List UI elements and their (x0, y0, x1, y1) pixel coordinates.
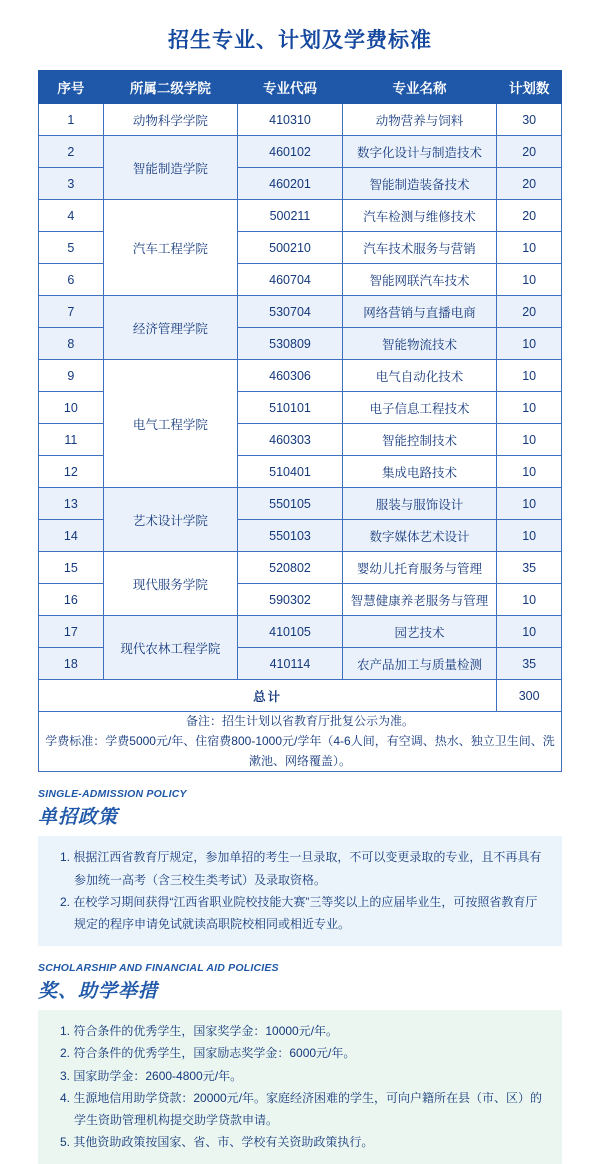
cell-code: 510401 (238, 456, 343, 488)
cell-major-name: 汽车技术服务与营销 (342, 232, 497, 264)
scholarship-item: 4. 生源地信用助学贷款：20000元/年。家庭经济困难的学生，可向户籍所在县（市、区）的学生资助管理机构提交助学贷款申请。 (60, 1090, 543, 1127)
table-notes-row (39, 712, 562, 772)
cell-no: 18 (39, 648, 104, 680)
section-single-admission-policy (38, 788, 562, 946)
table-body (39, 104, 562, 772)
cell-major-name: 数字媒体艺术设计 (342, 520, 497, 552)
cell-code: 460201 (238, 168, 343, 200)
cell-major-name: 婴幼儿托育服务与管理 (342, 552, 497, 584)
cell-code: 500210 (238, 232, 343, 264)
cell-plan-count: 10 (497, 392, 562, 424)
cell-plan-count: 10 (497, 328, 562, 360)
cell-major-name: 数字化设计与制造技术 (342, 136, 497, 168)
table-row (39, 360, 562, 392)
page-title: 招生专业、计划及学费标准 (168, 29, 432, 52)
scholarship-en-title: SCHOLARSHIP AND FINANCIAL AID POLICIES (38, 962, 279, 975)
cell-major-name: 集成电路技术 (342, 456, 497, 488)
cell-code: 460306 (238, 360, 343, 392)
cell-total-value: 300 (497, 680, 562, 712)
cell-plan-count: 10 (497, 488, 562, 520)
cell-no: 6 (39, 264, 104, 296)
cell-notes (39, 712, 562, 772)
table-row (39, 104, 562, 136)
scholarship-cn-title: 奖、助学举措 (38, 981, 159, 1003)
cell-no: 2 (39, 136, 104, 168)
table-total-row (39, 680, 562, 712)
cell-major-name: 智能网联汽车技术 (342, 264, 497, 296)
cell-major-name: 电子信息工程技术 (342, 392, 497, 424)
table-row (39, 488, 562, 520)
column-header-code: 专业代码 (238, 71, 343, 104)
cell-code: 460102 (238, 136, 343, 168)
policy-en-title: SINGLE-ADMISSION POLICY (38, 788, 187, 801)
cell-no: 10 (39, 392, 104, 424)
scholarship-item: 3. 国家助学金：2600-4800元/年。 (60, 1068, 243, 1083)
cell-major-name: 园艺技术 (342, 616, 497, 648)
cell-college: 汽车工程学院 (103, 200, 238, 296)
admission-plan-table (38, 70, 562, 772)
cell-major-name: 智能控制技术 (342, 424, 497, 456)
table-row (39, 200, 562, 232)
cell-major-name: 服装与服饰设计 (342, 488, 497, 520)
scholarship-item: 1. 符合条件的优秀学生，国家奖学金：10000元/年。 (60, 1024, 339, 1039)
cell-code: 530809 (238, 328, 343, 360)
cell-plan-count: 10 (497, 456, 562, 488)
cell-code: 460303 (238, 424, 343, 456)
cell-no: 11 (39, 424, 104, 456)
section-scholarship (38, 962, 562, 1164)
cell-plan-count: 10 (497, 424, 562, 456)
policy-content-panel (38, 836, 562, 946)
cell-plan-count: 10 (497, 264, 562, 296)
notes-line-1: 备注：招生计划以省教育厅批复公示为准。 (185, 714, 414, 728)
cell-major-name: 网络营销与直播电商 (342, 296, 497, 328)
cell-code: 410114 (238, 648, 343, 680)
cell-no: 1 (39, 104, 104, 136)
cell-total-label: 总计 (39, 680, 497, 712)
cell-code: 530704 (238, 296, 343, 328)
scholarship-content-panel (38, 1010, 562, 1164)
cell-no: 16 (39, 584, 104, 616)
cell-plan-count: 10 (497, 584, 562, 616)
cell-plan-count: 10 (497, 232, 562, 264)
cell-no: 8 (39, 328, 104, 360)
cell-plan-count: 20 (497, 200, 562, 232)
cell-no: 9 (39, 360, 104, 392)
cell-college: 现代服务学院 (103, 552, 238, 616)
cell-code: 550105 (238, 488, 343, 520)
cell-major-name: 电气自动化技术 (342, 360, 497, 392)
policy-item: 1. 根据江西省教育厅规定，参加单招的考生一旦录取，不可以变更录取的专业，且不再具有参加统一高考（含三校生类考试）及录取资格。 (60, 850, 542, 887)
cell-no: 17 (39, 616, 104, 648)
cell-plan-count: 35 (497, 552, 562, 584)
notes-line-2: 学费标准：学费5000元/年、住宿费800-1000元/学年（4-6人间，有空调、热水、独立卫生间、洗漱池、网络覆盖）。 (45, 733, 555, 768)
cell-plan-count: 20 (497, 296, 562, 328)
cell-plan-count: 20 (497, 168, 562, 200)
cell-major-name: 智能制造装备技术 (342, 168, 497, 200)
cell-college: 经济管理学院 (103, 296, 238, 360)
scholarship-item: 5. 其他资助政策按国家、省、市、学校有关资助政策执行。 (60, 1135, 374, 1150)
cell-plan-count: 10 (497, 616, 562, 648)
table-row (39, 616, 562, 648)
cell-major-name: 智能物流技术 (342, 328, 497, 360)
table-row (39, 296, 562, 328)
table-row (39, 552, 562, 584)
cell-no: 14 (39, 520, 104, 552)
cell-plan-count: 10 (497, 520, 562, 552)
cell-no: 7 (39, 296, 104, 328)
column-header-no: 序号 (39, 71, 104, 104)
policy-cn-title: 单招政策 (38, 807, 119, 829)
cell-code: 500211 (238, 200, 343, 232)
cell-code: 410310 (238, 104, 343, 136)
table-header-row (39, 71, 562, 104)
cell-code: 410105 (238, 616, 343, 648)
cell-code: 510101 (238, 392, 343, 424)
cell-college: 电气工程学院 (103, 360, 238, 488)
policy-item: 2. 在校学习期间获得“江西省职业院校技能大赛”三等奖以上的应届毕业生，可按照省教育厅规定的程序申请免试就读高职院校相同或相近专业。 (60, 894, 538, 931)
scholarship-item: 2. 符合条件的优秀学生，国家励志奖学金：6000元/年。 (60, 1046, 356, 1061)
cell-major-name: 农产品加工与质量检测 (342, 648, 497, 680)
cell-no: 12 (39, 456, 104, 488)
cell-no: 4 (39, 200, 104, 232)
cell-no: 5 (39, 232, 104, 264)
table-header (39, 71, 562, 104)
cell-code: 550103 (238, 520, 343, 552)
cell-college: 艺术设计学院 (103, 488, 238, 552)
cell-code: 520802 (238, 552, 343, 584)
column-header-major: 专业名称 (342, 71, 497, 104)
cell-major-name: 动物营养与饲料 (342, 104, 497, 136)
cell-no: 13 (39, 488, 104, 520)
cell-no: 3 (39, 168, 104, 200)
cell-college: 现代农林工程学院 (103, 616, 238, 680)
cell-plan-count: 30 (497, 104, 562, 136)
cell-plan-count: 20 (497, 136, 562, 168)
column-header-plan: 计划数 (497, 71, 562, 104)
cell-college: 智能制造学院 (103, 136, 238, 200)
cell-code: 460704 (238, 264, 343, 296)
cell-plan-count: 10 (497, 360, 562, 392)
cell-major-name: 智慧健康养老服务与管理 (342, 584, 497, 616)
table-row (39, 136, 562, 168)
cell-college: 动物科学学院 (103, 104, 238, 136)
cell-plan-count: 35 (497, 648, 562, 680)
cell-no: 15 (39, 552, 104, 584)
cell-code: 590302 (238, 584, 343, 616)
cell-major-name: 汽车检测与维修技术 (342, 200, 497, 232)
column-header-college: 所属二级学院 (103, 71, 238, 104)
